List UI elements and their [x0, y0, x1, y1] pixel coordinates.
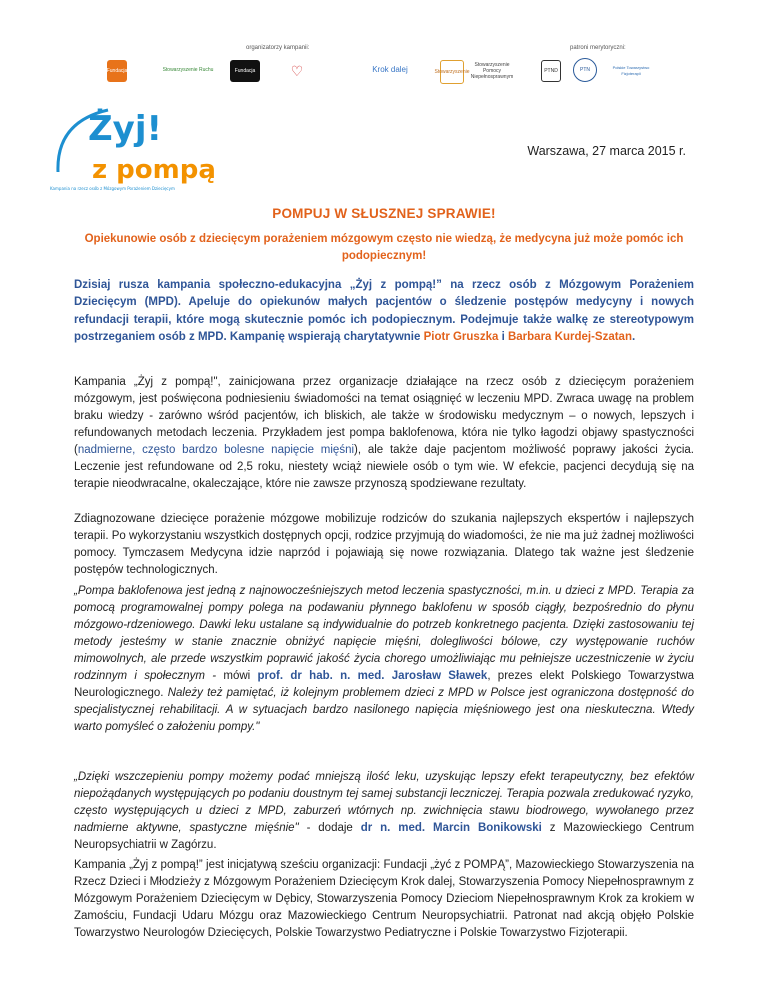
- paragraph-2: Zdiagnozowane dziecięce porażenie mózgowe mobilizuje rodziców do szukania najlepszych ekspertów i najlepszych terapii. Po wykorzystaniu wszystkich dostępnych opcji, rodzice przyjmują do wiadomości, że nie ma już żadnej możliwości pomocy. Tymczasem Medycyna idzie naprzód i pojawiają się nowe rozwiązania. Dlatego tak ważne jest śledzenie postępów technologicznych.: [74, 513, 694, 576]
- quote-1-text-a: „Pompa baklofenowa jest jedną z najnowocześniejszych metod leczenia spastyczności, m.in. u dzieci z MPD. Terapia za pomocą programowalnej pompy polega na podawaniu płynnego baklofenu w sposób ciągły, bezpośrednio do płynu mózgowo-rdzeniowego. Dawki leku ustalane są indywidualnie do potrzeb konkretnego pacjenta. Dzięki zastosowaniu tej metody jesteśmy w stanie znacznie obniżyć napięcie mięśni, dolegliwości bólowe, czy występowanie ruchów mimowolnych, ale przede wszystkim poprawić jakość życia chorego umożliwiając mu pełniejsze uczestniczenie w życiu rodzinnym i społecznym -: [74, 585, 694, 682]
- quote-1-role: , prezes elekt Polskiego Towarzystwa Neurologicznego.: [74, 670, 694, 699]
- lead-name-1: Piotr Gruszka: [423, 331, 499, 344]
- document-date: Warszawa, 27 marca 2015 r.: [527, 144, 686, 158]
- quote-2-role: z Mazowieckiego Centrum Neuropsychiatrii w Zagórzu.: [74, 822, 695, 851]
- logo-main-text: Żyj!: [88, 109, 162, 149]
- patron-logo-3: Polskie Towarzystwo Fizjoterapii: [612, 65, 650, 76]
- lead-and: i: [501, 331, 505, 344]
- paragraph-1: [74, 374, 694, 493]
- campaign-logo: [48, 92, 216, 204]
- organizer-logo-2: Stowarzyszenie Ruchu: [162, 67, 214, 73]
- patron-logo-2: PTN: [573, 58, 597, 82]
- quote-2-author: dr n. med. Marcin Bonikowski: [360, 822, 542, 834]
- organizer-logo-4: Krok dalej: [372, 65, 408, 74]
- paragraph-1-highlight: nadmierne, często bardzo bolesne napięcie mięśni: [77, 444, 355, 456]
- organizer-logo-3: Fundacja: [230, 60, 260, 82]
- document-subtitle: Opiekunowie osób z dziecięcym porażeniem mózgowym często nie wiedzą, że medycyna już może pomóc ich podopiecznym!: [84, 233, 684, 262]
- organizers-label: organizatorzy kampanii:: [246, 45, 310, 51]
- organizer-logo-1: Fundacja: [107, 60, 127, 82]
- organizer-logo-6: Stowarzyszenie Pomocy Niepełnosprawnym: [470, 62, 514, 80]
- paragraph-1-text-b: ), ale także daje pacjentom możliwość poprawy jakości życia. Leczenie jest refundowane od 2,5 roku, niestety wciąż niewiele osób o tym wie. W efekcie, pacjenci decydują się na terapie nieodwracalne, okaleczające, które nie zawsze przynoszą spodziewane rezultaty.: [74, 444, 694, 490]
- lead-end: .: [631, 331, 636, 344]
- organizer-logo-heart: ♡: [290, 63, 304, 79]
- lead-text: Dzisiaj rusza kampania społeczno-edukacyjna „Żyj z pompą!” na rzecz osób z Mózgowym Porażeniem Dziecięcym (MPD). Apeluje do opiekunów małych pacjentów o śledzenie postępów medycyny i nowych refundacji terapii, które mogą skutecznie pomóc ich podopiecznym. Podejmuje także walkę ze stereotypowym postrzeganiem osób z MPD. Kampanię wspierają charytatywnie: [74, 279, 694, 344]
- document-title: POMPUJ W SŁUSZNEJ SPRAWIE!: [272, 206, 496, 221]
- quote-1-author: prof. dr hab. n. med. Jarosław Sławek: [257, 670, 488, 682]
- organizer-logo-5: Stowarzyszenie: [440, 60, 464, 84]
- quote-2-dodaje: - dodaje: [306, 822, 353, 834]
- patrons-label: patroni merytoryczni:: [570, 45, 626, 51]
- quote-1-mowi: mówi: [223, 670, 251, 682]
- quote-1: [74, 583, 694, 736]
- quote-1-text-b: Należy też pamiętać, iż kolejnym problemem dzieci z MPD w Polsce jest ograniczona dostępność do specjalistycznej rehabilitacji. A w sytuacjach bardzo nasilonego napięcia mięśniowego jest ona nieskuteczna. Wtedy warto pomyśleć o założeniu pompy.": [74, 687, 694, 733]
- paragraph-1-text-a: Kampania „Żyj z pompą!", zainicjowana przez organizacje działające na rzecz osób z dziecięcym porażeniem mózgowym, jest poświęcona podniesieniu świadomości na temat osiągnięć w leczeniu MPD. Zwraca uwagę na problem braku wiedzy - zarówno wśród pacjentów, ich bliskich, ale także w środowisku medycznym – o nowych, lepszych i refundowanych metodach leczenia. Przykładem jest pompa baklofenowa, która nie tylko łagodzi objawy spastyczności (: [74, 376, 694, 456]
- lead-paragraph: [74, 277, 694, 347]
- quote-2-text: „Dzięki wszczepieniu pompy możemy podać mniejszą ilość leku, uzyskując lepszy efekt terapeutyczny, bez efektów niepożądanych występujących po podaniu doustnym tej samej substancji leczniczej. Terapia pozwala zredukować ryzyko, często występujących u dzieci z MPD, zaburzeń wtórnych np. zwichnięcia stawu biodrowego, wywołanego przez nadmierne aktywne, spastyczne mięśnie": [74, 771, 694, 834]
- lead-name-2: Barbara Kurdej-Szatan: [507, 331, 632, 344]
- logo-sub-text: z pompą: [92, 155, 216, 185]
- paragraph-3: Kampania „Żyj z pompą!” jest inicjatywą sześciu organizacji: Fundacji „żyć z POMPĄ”, Mazowieckiego Stowarzyszenia na Rzecz Dzieci i Młodzieży z Mózgowym Porażeniem Dziecięcym Krok dalej, Stowarzyszenia Pomocy Niepełnosprawnym z Mózgowym Porażeniem Dziecięcym w Dębicy, Stowarzyszenia Pomocy Dzieciom Niepełnosprawnym Krok za krokiem w Zamościu, Fundacji Udaru Mózgu oraz Mazowieckiego Centrum Neuropsychiatrii. Patronat nad akcją objęło Polskie Towarzystwo Neurologów Dziecięcych, Polskie Towarzystwo Pediatryczne i Polskie Towarzystwo Fizjoterapii.: [74, 859, 694, 939]
- logo-arc-text: Kampania na rzecz osób z Mózgowym Porażeniem Dziecięcym: [50, 186, 175, 191]
- patron-logo-1: PTND: [541, 60, 561, 82]
- quote-2: [74, 769, 694, 854]
